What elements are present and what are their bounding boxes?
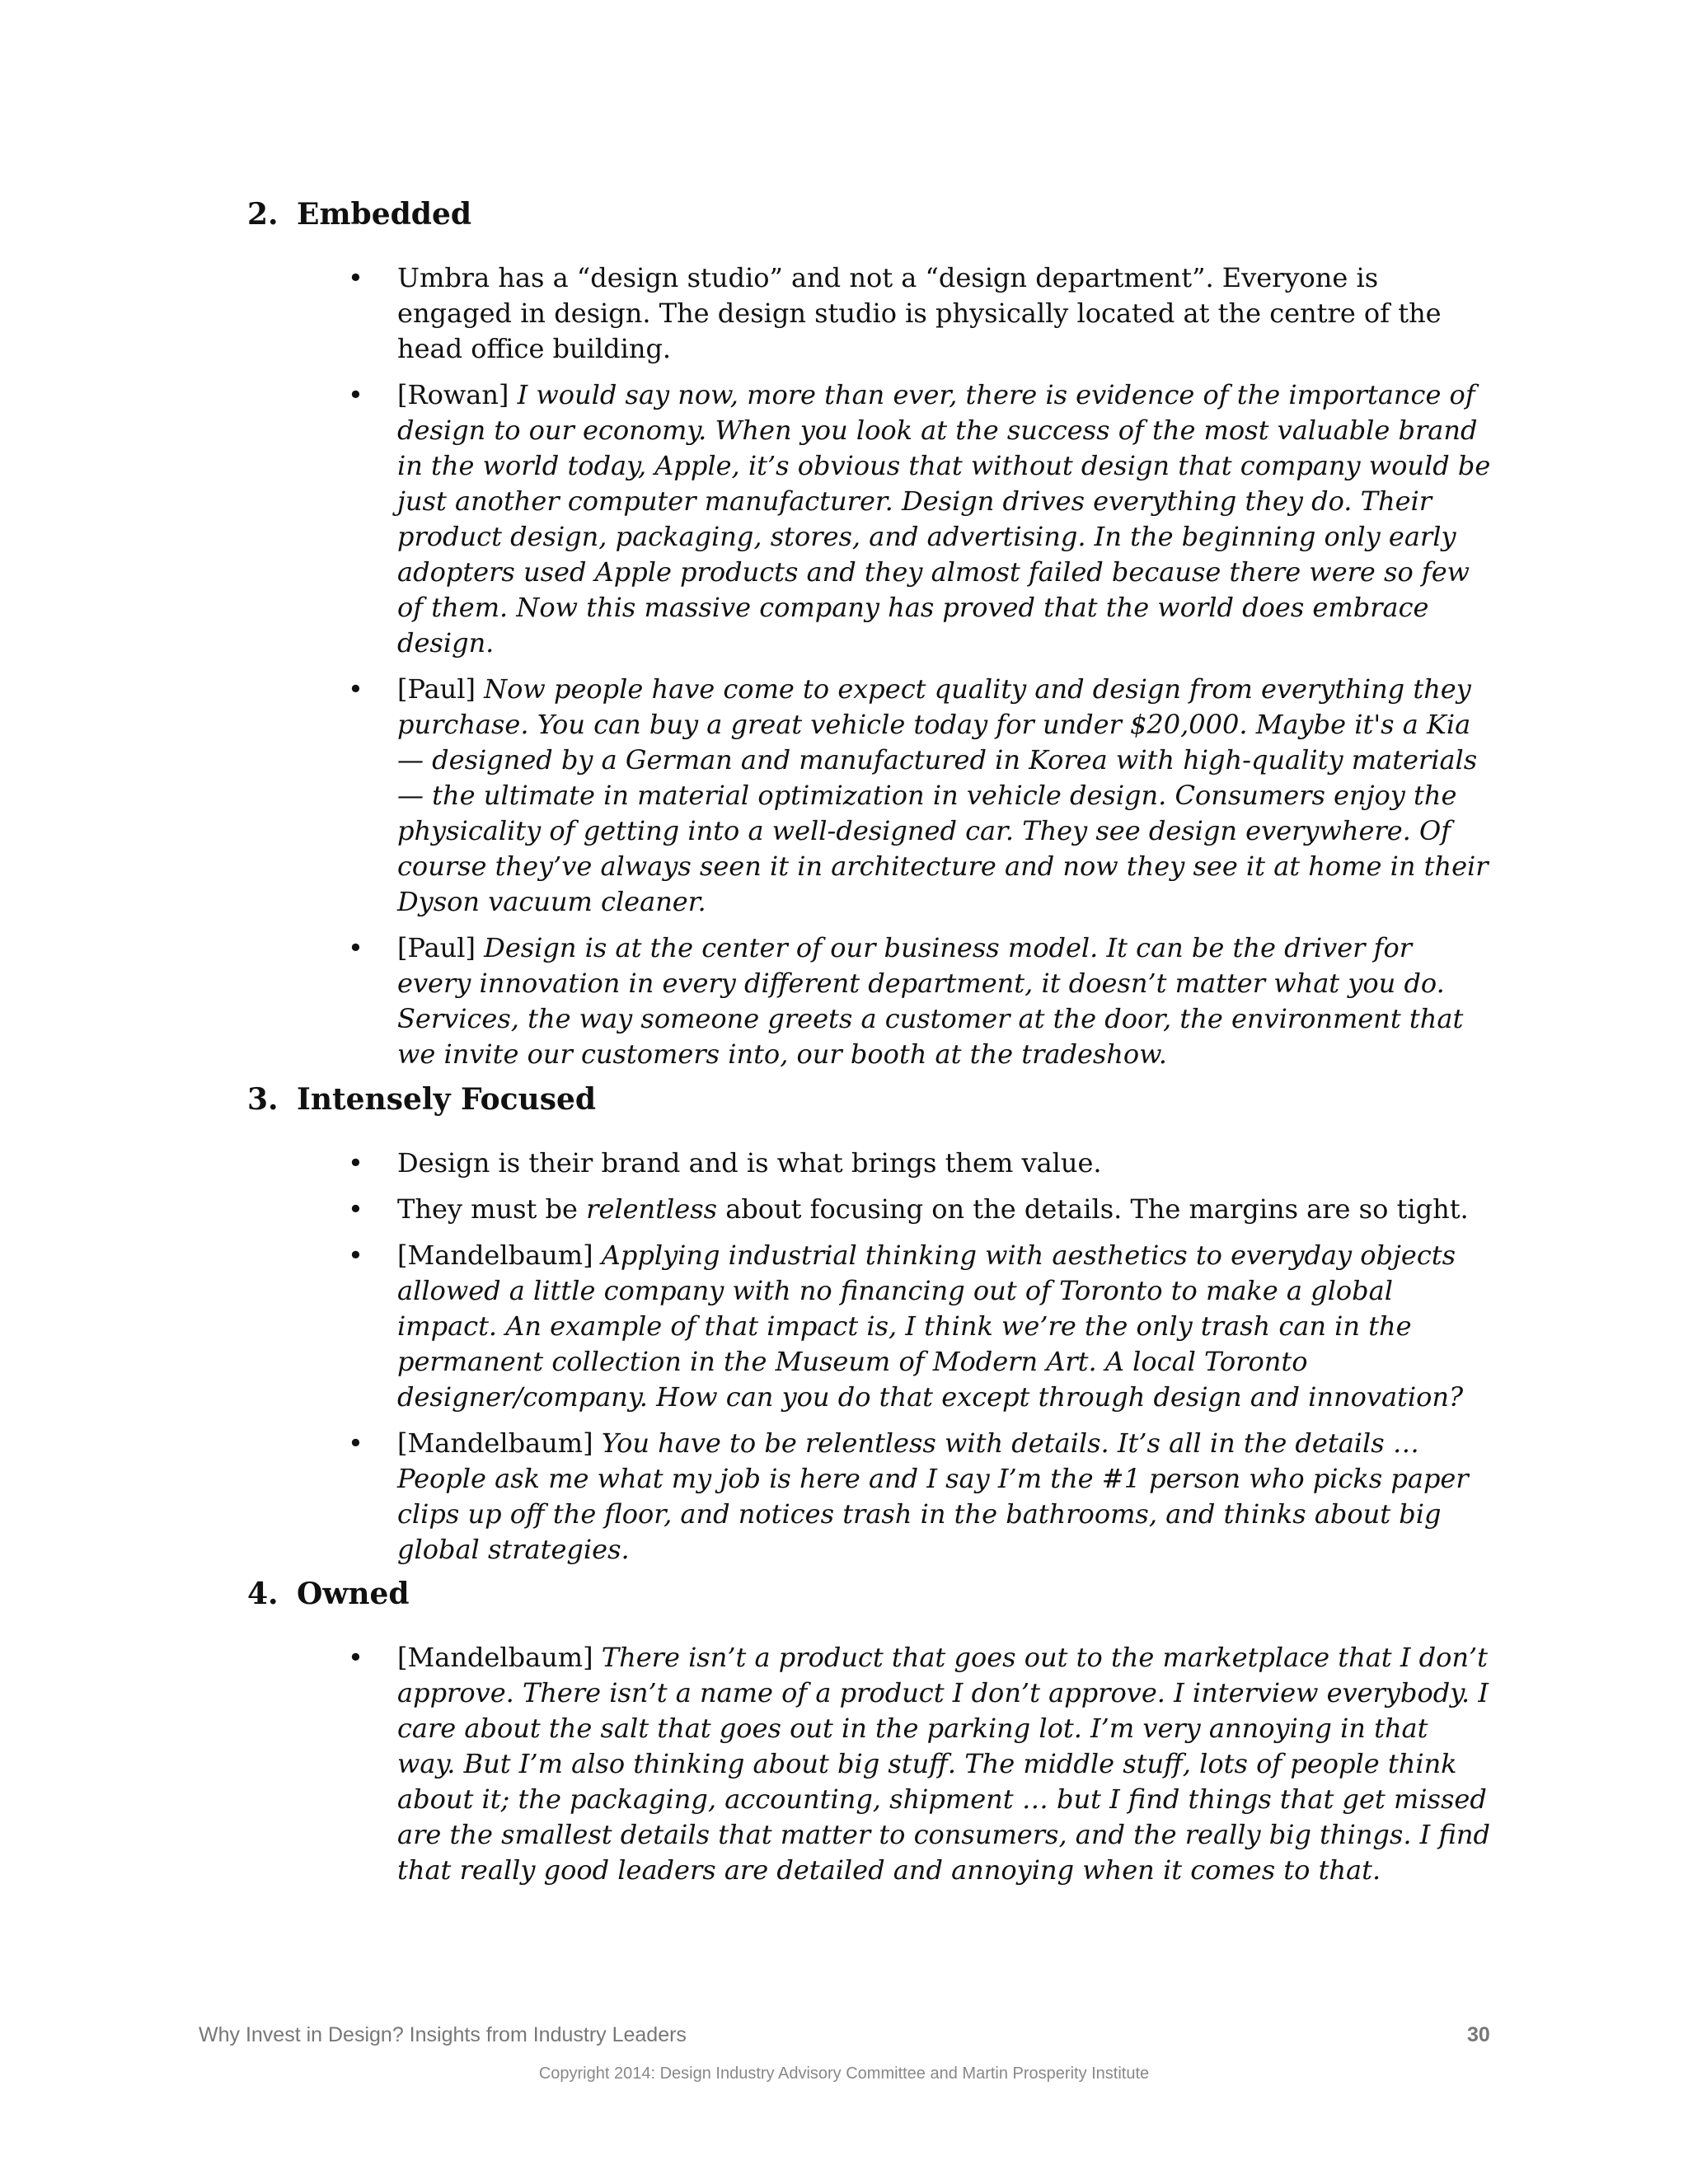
section-number: 2. [247,197,279,232]
bullet-icon: • [348,1642,363,1673]
bullet-icon: • [348,932,363,963]
list-item [348,672,1493,920]
section-heading [247,1081,1517,1118]
bullet-icon: • [348,673,363,705]
section-title: Embedded [297,197,472,232]
bullet-text: Design is their brand and is what brings them value. [397,1147,1102,1179]
bullet-icon: • [348,262,363,293]
bullet-text-pre: They must be [397,1193,587,1225]
list-item [348,1238,1493,1415]
footer-title: Why Invest in Design? Insights from Industry Leaders [199,2023,687,2046]
bullet-text-post: about focusing on the details. The margins are so tight. [717,1193,1469,1225]
page-number: 30 [1467,2023,1490,2046]
bullet-list [348,1640,1493,1888]
speaker-label: [Mandelbaum] [397,1427,593,1459]
bullet-icon: • [348,1427,363,1459]
emphasis-text: relentless [586,1193,718,1225]
bullet-icon: • [348,1147,363,1179]
bullet-icon: • [348,1240,363,1271]
list-item [348,1192,1493,1227]
list-item [348,1640,1493,1888]
list-item [348,260,1493,367]
section-title: Intensely Focused [297,1082,597,1117]
section-embedded [247,196,1517,1083]
list-item [348,377,1493,661]
list-item [348,1146,1493,1181]
quote-text: You have to be relentless with details. It’s all in the details … People ask me what my job is here and I say I’m the #1 person who picks paper clips up off the floor, and notices trash in the bathrooms, and thinks about big global strategies. [397,1427,1469,1565]
list-item [348,1426,1493,1568]
speaker-label: [Paul] [397,932,476,963]
section-intensely-focused [247,1081,1517,1578]
section-heading [247,1576,1517,1612]
quote-text: Applying industrial thinking with aesthetics to everyday objects allowed a little company with no financing out of Toronto to make a global impact. An example of that impact is, I think we’re the only trash can in the permanent collection in the Museum of Modern Art. A local Toronto designer/company. How can you do that except through design and innovation? [397,1240,1464,1413]
section-number: 3. [247,1082,279,1117]
section-title: Owned [297,1577,410,1611]
bullet-text: Umbra has a “design studio” and not a “design department”. Everyone is engaged in design. The design studio is physically located at the centre of the head office building. [397,262,1442,364]
speaker-label: [Mandelbaum] [397,1240,593,1271]
bullet-icon: • [348,379,363,410]
bullet-list [348,260,1493,1072]
list-item [348,930,1493,1072]
quote-text: There isn’t a product that goes out to the marketplace that I don’t approve. There isn’t a name of a product I don’t approve. I interview everybody. I care about the salt that goes out in the parking lot. I’m very annoying in that way. But I’m also thinking about big stuff. The middle stuff, lots of people think about it; the packaging, accounting, shipment … but I find things that get missed are the smallest details that matter to consumers, and the really big things. I find that really good leaders are detailed and annoying when it comes to that. [397,1642,1490,1886]
speaker-label: [Mandelbaum] [397,1642,593,1673]
speaker-label: [Paul] [397,673,476,705]
section-number: 4. [247,1577,279,1611]
section-owned [247,1576,1517,1899]
bullet-list [348,1146,1493,1568]
quote-text: Design is at the center of our business model. It can be the driver for every innovation in every different department, it doesn’t matter what you do. Services, the way someone greets a customer at the door, the environment that we invite our customers into, our booth at the tradeshow. [397,932,1464,1070]
quote-text: I would say now, more than ever, there is evidence of the importance of design to our economy. When you look at the success of the most valuable brand in the world today, Apple, it’s obvious that without design that company would be just another computer manufacturer. Design drives everything they do. Their product design, packaging, stores, and advertising. In the beginning only early adopters used Apple products and they almost failed because there were so few of them. Now this massive company has proved that the world does embrace design. [397,379,1491,658]
speaker-label: [Rowan] [397,379,509,410]
bullet-icon: • [348,1193,363,1225]
copyright-notice: Copyright 2014: Design Industry Advisory Committee and Martin Prosperity Institute [538,2064,1150,2083]
quote-text: Now people have come to expect quality and design from everything they purchase. You can buy a great vehicle today for under $20,000. Maybe it's a Kia — designed by a German and manufactured in Korea with high-quality materials — the ultimate in material optimization in vehicle design. Consumers enjoy the physicality of getting into a well-designed car. They see design everywhere. Of course they’ve always seen it in architecture and now they see it at home in their Dyson vacuum cleaner. [397,673,1489,917]
section-heading [247,196,1517,232]
